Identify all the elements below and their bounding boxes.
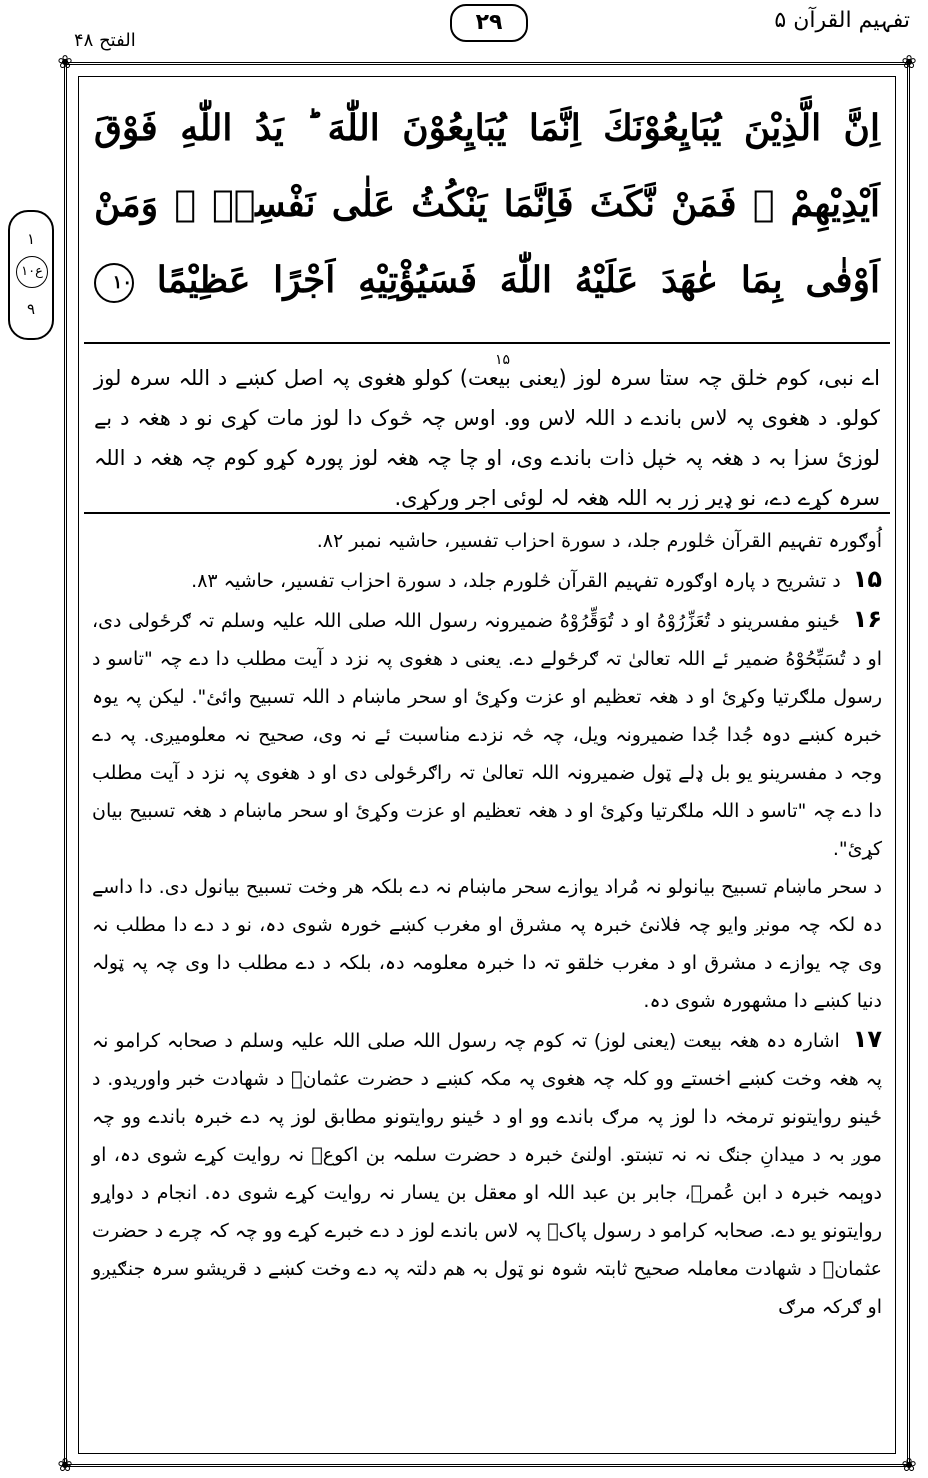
ruku-marker-bottom: ۹: [26, 300, 36, 318]
translation-text: اے نبی، کوم خلق چہ ستا سرہ لوز (یعنی بیعت) کولو هغوی پہ اصل کښے د اللہ سرہ لوز کولو. د هغوی پہ لاس باندے د اللہ لاس وو. اوس چہ څوک دا لوز مات کړی نو د هغہ د بے لوزئ سزا بہ د هغہ پہ خپل ذات باندے وی، او چا چہ هغہ لوز پورہ کړو کوم چہ هغہ د اللہ سرہ کړے دے، نو ډیر زر بہ اللہ هغہ لہ لوئی اجر ورکړی.: [94, 366, 880, 510]
page-number: ۲۹: [450, 4, 528, 42]
quran-verse: [84, 82, 890, 342]
note-number: ۱۵: [852, 565, 882, 593]
surah-reference: الفتح ۴۸: [74, 30, 136, 51]
note-number: ۱۷: [852, 1025, 882, 1053]
frame-ornament-icon: ❀: [901, 52, 917, 73]
note-item: [92, 560, 882, 600]
translation-block: [84, 344, 890, 512]
footnote-marker: ۱۵: [494, 352, 510, 368]
note-item: [92, 1020, 882, 1326]
ruku-marker-middle: ع۱۰: [16, 256, 48, 288]
commentary-notes: [84, 514, 890, 1326]
note-text: اشارہ دہ هغہ بیعت (یعنی لوز) تہ کوم چہ رسول اللہ صلی اللہ علیہ وسلم د صحابہ کرامو نہ پہ هغہ وخت کښے اخستے وو کلہ چہ هغوی پہ مکہ کښے د حضرت عثمانؓ د شهادت خبر واوریدو. د ځینو روایتونو ترمخہ دا لوز پہ مرګ باندے وو او د ځینو روایتونو مطابق لوز پہ دے خبرہ باندے وو چہ موږ بہ د میدانِ جنګ نہ نہ تښتو. اولنئ خبرہ د حضرت سلمہ بن اکوعؓ نہ روایت کړے شوی دہ، او دوېمہ خبرہ د ابن عُمرؓ، جابر بن عبد اللہ او معقل بن یسار نہ روایت کړے شوی دہ. انجام د دواړو روایتونو یو دے. صحابہ کرامو د رسول پاکؐ پہ لاس باندے لوز د دے خبرے کړے وو چہ کہ چرے د حضرت عثمانؓ د شهادت معاملہ صحیح ثابتہ شوہ نو ټول بہ هم دلتہ پہ دے وخت کښے د قریشو سرہ جنګیږو او ګرکہ مرګ: [92, 1030, 882, 1318]
frame-ornament-icon: ❀: [57, 52, 73, 73]
note-number: ۱۶: [852, 605, 882, 633]
ayah-number: ۱۰: [94, 263, 134, 303]
ruku-marker: [8, 210, 54, 340]
page-header: [0, 0, 928, 52]
quran-verse-text: اِنَّ الَّذِيْنَ يُبَايِعُوْنَكَ اِنَّمَا يُبَايِعُوْنَ اللّٰهَ ؕ يَدُ اللّٰهِ فَوْقَ اَيْدِيْهِمْ ۚ فَمَنْ نَّكَثَ فَاِنَّمَا يَنْكُثُ عَلٰى نَفْسِهٖ ۚ وَمَنْ اَوْفٰى بِمَا عٰهَدَ عَلَيْهُ اللّٰهَ فَسَيُؤْتِيْهِ اَجْرًا عَظِيْمًا: [94, 107, 880, 301]
note-item: [92, 600, 882, 868]
note-item: [92, 522, 882, 560]
note-item: [92, 868, 882, 1020]
note-text: اُوګورہ تفہیم القرآن څلورم جلد، د سورة احزاب تفسیر، حاشیہ نمبر ۸۲.: [316, 530, 882, 552]
ruku-marker-top: ۱: [26, 230, 36, 248]
page-content: [84, 82, 890, 1448]
book-title: تفہیم القرآن ۵: [774, 8, 910, 33]
frame-ornament-icon: ❀: [57, 1455, 73, 1476]
note-text: د تشریح د پارہ اوګورہ تفہیم القرآن څلورم جلد، د سورة احزاب تفسیر، حاشیہ ۸۳.: [191, 570, 841, 592]
note-text: د سحر ماښام تسبیح بیانولو نہ مُراد یوازے سحر ماښام نہ دے بلکہ هر وخت تسبیح بیانول دی. دا داسے دہ لکہ چہ مونږ وایو چہ فلانئ خبرہ پہ مشرق او مغرب کښے خورہ شوی دہ، نو د دے دا مطلب نہ وی چہ یوازے د مشرق او د مغرب خلقو تہ دا خبرہ معلومہ دہ، بلکہ د دے مطلب دا وی چہ پہ ټولہ دنیا کښے دا مشهورہ شوی دہ.: [92, 876, 882, 1012]
frame-ornament-icon: ❀: [901, 1455, 917, 1476]
note-text: ځینو مفسرینو د تُعَزِّرُوْهُ او د تُوَقِّرُوْهُ ضمیرونہ رسول اللہ صلی اللہ علیہ وسلم تہ ګرځولی دی، او د تُسَبِّحُوْهُ ضمیر ئے اللہ تعالیٰ تہ ګرځولے دے. یعنی د هغوی پہ نزد د آیت مطلب دا دے چہ "تاسو د رسول ملګرتیا وکړئ او د هغہ تعظیم او عزت وکړئ او سحر ماښام د اللہ تسبیح وائئ". لیکن پہ یوہ خبرہ کښے دوہ جُدا جُدا ضمیرونہ ویل، چہ څہ نزدے مناسبت ئے نہ وی، صحیح نہ معلومیږی. پہ دے وجہ د مفسرینو یو بل ډلے ټول ضمیرونہ اللہ تعالیٰ تہ راګرځولی دی او د هغوی پہ نزد د آیت مطلب دا دے چہ "تاسو د اللہ ملګرتیا وکړئ او د هغہ تعظیم او عزت وکړئ او سحر ماښام د هغہ تسبیح بیان کړئ".: [92, 610, 882, 860]
